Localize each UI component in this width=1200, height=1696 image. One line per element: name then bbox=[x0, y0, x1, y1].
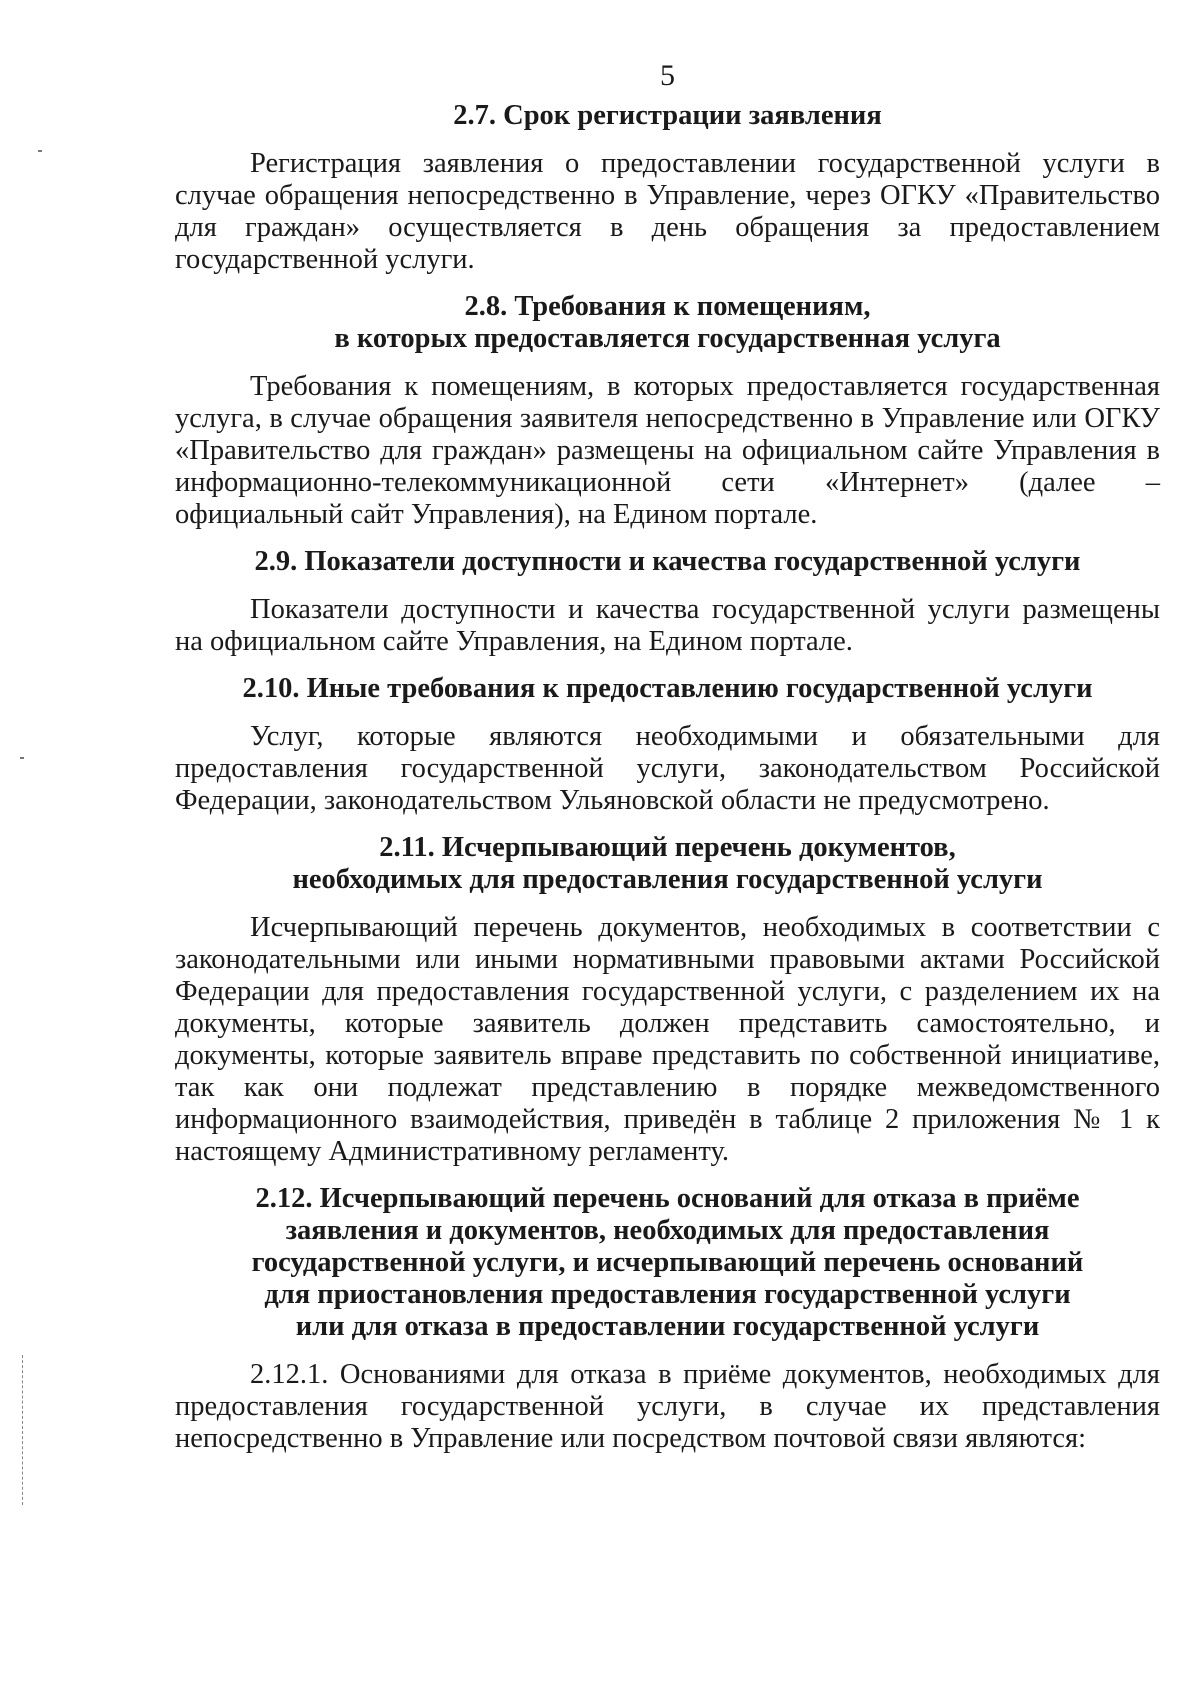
section-title-line: 2.12. Исчерпывающий перечень оснований для отказа в приёме bbox=[255, 1183, 1080, 1214]
page-number: 5 bbox=[660, 59, 675, 92]
section-title-line: 2.9. Показатели доступности и качества государственной услуги bbox=[254, 546, 1081, 577]
section-title-line: необходимых для предоставления государственной услуги bbox=[292, 864, 1043, 895]
section-title-line: для приостановления предоставления государственной услуги bbox=[264, 1279, 1071, 1310]
section-title bbox=[175, 291, 1160, 355]
section-title-line: 2.11. Исчерпывающий перечень документов, bbox=[379, 832, 956, 863]
body-paragraph: 2.12.1. Основаниями для отказа в приёме документов, необходимых для предоставления государственной услуги, в случае их представления непосредственно в Управление или посредством почтовой связи являются: bbox=[175, 1359, 1160, 1454]
section-title bbox=[175, 673, 1160, 705]
section-title bbox=[175, 832, 1160, 896]
section bbox=[175, 832, 1160, 1168]
scan-speck bbox=[38, 150, 42, 152]
section-title-line: в которых предоставляется государственная услуга bbox=[334, 323, 1001, 354]
document-page bbox=[175, 52, 1160, 1470]
section bbox=[175, 291, 1160, 531]
section-title-line: или для отказа в предоставлении государственной услуги bbox=[295, 1311, 1040, 1342]
body-paragraph: Показатели доступности и качества государственной услуги размещены на официальном сайте Управления, на Едином портале. bbox=[175, 594, 1160, 657]
body-paragraph: Услуг, которые являются необходимыми и обязательными для предоставления государственной услуги, законодательством Российской Федерации, законодательством Ульяновской области не предусмотрено. bbox=[175, 721, 1160, 816]
section bbox=[175, 1183, 1160, 1455]
section-title bbox=[175, 100, 1160, 132]
body-paragraph: Регистрация заявления о предоставлении государственной услуги в случае обращения непосредственно в Управление, через ОГКУ «Правительство для граждан» осуществляется в день обращения за предоставлением государственной услуги. bbox=[175, 148, 1160, 275]
section-title-line: заявления и документов, необходимых для предоставления bbox=[285, 1215, 1050, 1246]
section bbox=[175, 546, 1160, 658]
section-title-line: 2.10. Иные требования к предоставлению государственной услуги bbox=[242, 673, 1093, 704]
section-title-line: 2.7. Срок регистрации заявления bbox=[453, 100, 882, 131]
section-title-line: 2.8. Требования к помещениям, bbox=[464, 291, 871, 322]
section-title bbox=[175, 546, 1160, 578]
body-paragraph: Требования к помещениям, в которых предоставляется государственная услуга, в случае обращения заявителя непосредственно в Управление или ОГКУ «Правительство для граждан» размещены на официальном сайте Управления в информационно-телекоммуникационной сети «Интернет» (далее – официальный сайт Управления), на Едином портале. bbox=[175, 371, 1160, 530]
section bbox=[175, 673, 1160, 817]
section-title bbox=[175, 1183, 1160, 1343]
document-body bbox=[175, 100, 1160, 1455]
scan-speck bbox=[20, 757, 24, 759]
scan-margin-marks bbox=[22, 1355, 33, 1505]
body-paragraph: Исчерпывающий перечень документов, необходимых в соответствии с законодательными или иными нормативными правовыми актами Российской Федерации для предоставления государственной услуги, с разделением их на документы, которые заявитель должен представить самостоятельно, и документы, которые заявитель вправе представить по собственной инициативе, так как они подлежат представлению в порядке межведомственного информационного взаимодействия, приведён в таблице 2 приложения № 1 к настоящему Административному регламенту. bbox=[175, 912, 1160, 1167]
section-title-line: государственной услуги, и исчерпывающий перечень оснований bbox=[251, 1247, 1084, 1278]
section bbox=[175, 100, 1160, 276]
